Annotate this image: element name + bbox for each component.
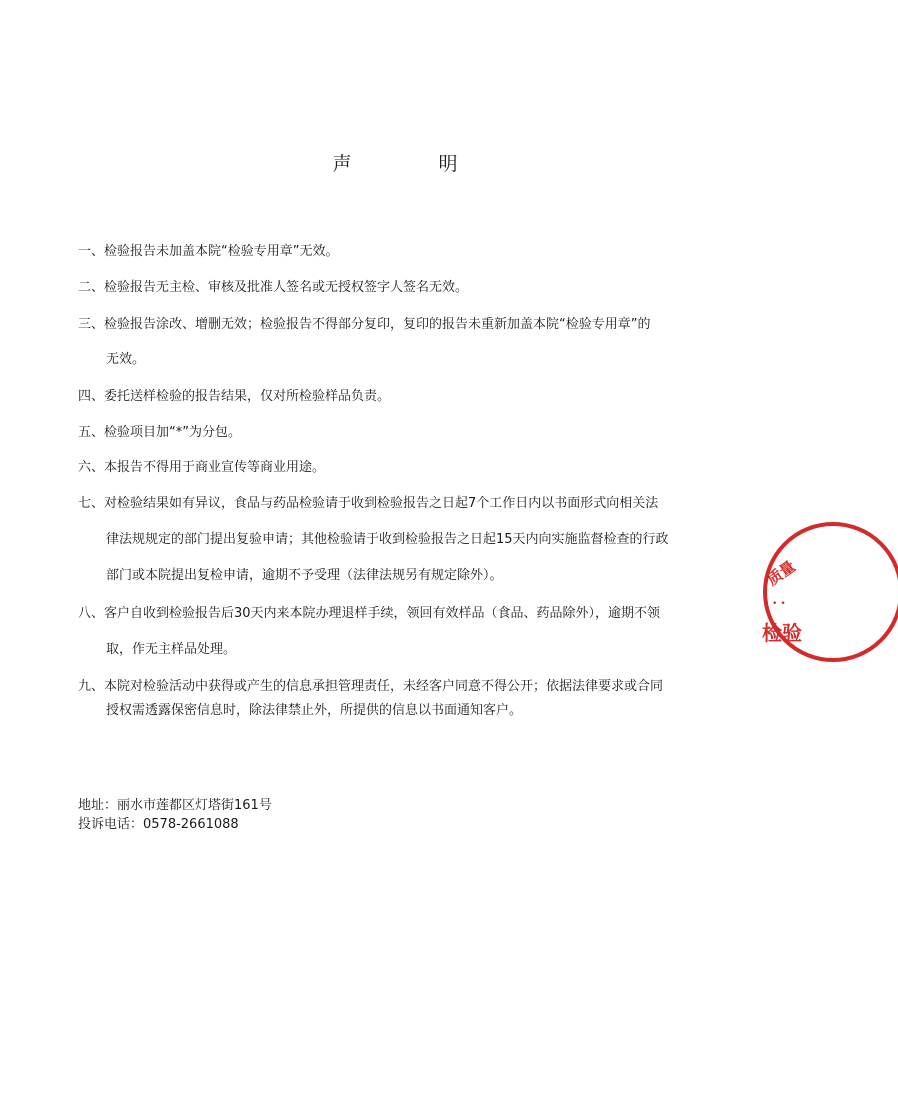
clause-4 bbox=[78, 388, 718, 406]
clause-1-line-1: 一、检验报告未加盖本院“检验专用章”无效。 bbox=[78, 244, 339, 259]
clause-9-line-1: 九、本院对检验活动中获得或产生的信息承担管理责任，未经客户同意不得公开；依据法律要求或合同 bbox=[78, 679, 664, 694]
footer-address: 地址：丽水市莲都区灯塔街161号 bbox=[78, 798, 272, 813]
seal-dots: • • • bbox=[764, 599, 786, 609]
clause-6 bbox=[78, 459, 718, 477]
clause-5-line-1: 五、检验项目加“*”为分包。 bbox=[78, 425, 241, 440]
clause-1 bbox=[78, 243, 718, 261]
clause-7-line-3: 部门或本院提出复检申请，逾期不予受理（法律法规另有规定除外）。 bbox=[106, 568, 503, 583]
clause-5 bbox=[78, 424, 718, 442]
clause-9-line-2: 授权需透露保密信息时，除法律禁止外，所提供的信息以书面通知客户。 bbox=[106, 703, 523, 718]
inspection-seal bbox=[758, 520, 898, 670]
clause-3 bbox=[78, 316, 718, 369]
seal-arc-text: 质量 bbox=[763, 557, 799, 590]
clause-3-line-1: 三、检验报告涂改、增删无效；检验报告不得部分复印，复印的报告未重新加盖本院“检验专用章”的 bbox=[78, 317, 651, 332]
clause-7 bbox=[78, 495, 718, 585]
clause-8 bbox=[78, 605, 718, 659]
footer-phone: 投诉电话：0578-2661088 bbox=[78, 817, 239, 832]
clause-3-line-2: 无效。 bbox=[106, 352, 146, 367]
clause-2-line-1: 二、检验报告无主检、审核及批准人签名或无授权签字人签名无效。 bbox=[78, 280, 469, 295]
document-title: 声 明 bbox=[332, 153, 492, 175]
clause-8-line-1: 八、客户自收到检验报告后30天内来本院办理退样手续，领回有效样品（食品、药品除外），逾期不领 bbox=[78, 606, 661, 621]
clause-7-line-2: 律法规规定的部门提出复验申请；其他检验请于收到检验报告之日起15天内向实施监督检查的行政 bbox=[106, 532, 669, 547]
seal-text: 检验 bbox=[762, 621, 802, 645]
clause-8-line-2: 取，作无主样品处理。 bbox=[106, 642, 237, 657]
clause-4-line-1: 四、委托送样检验的报告结果，仅对所检验样品负责。 bbox=[78, 389, 391, 404]
clause-7-line-1: 七、对检验结果如有异议，食品与药品检验请于收到检验报告之日起7个工作日内以书面形式向相关法 bbox=[78, 496, 659, 511]
clause-2 bbox=[78, 279, 718, 297]
clause-6-line-1: 六、本报告不得用于商业宣传等商业用途。 bbox=[78, 460, 326, 475]
clause-9 bbox=[78, 678, 718, 720]
